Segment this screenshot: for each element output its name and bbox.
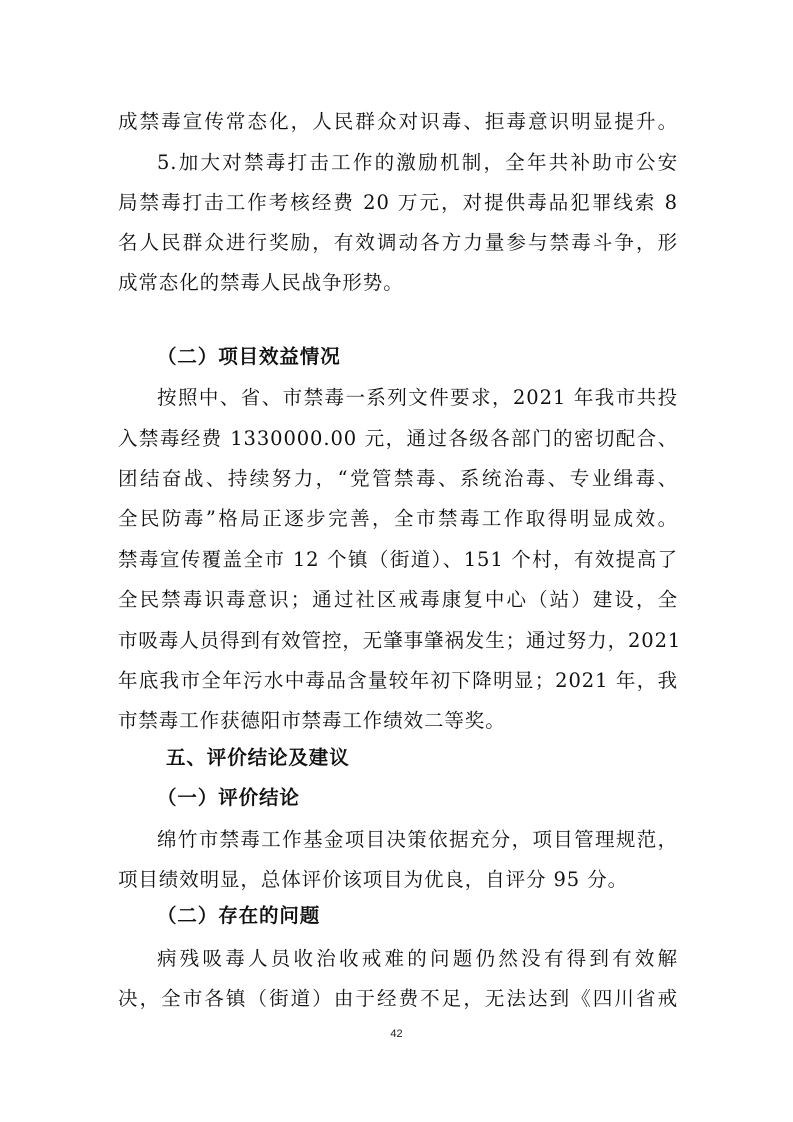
page-number: 42 <box>390 1028 403 1040</box>
chapter-heading: 五、评价结论及建议 <box>166 746 350 769</box>
paragraph-line: 绵竹市禁毒工作基金项目决策依据充分，项目管理规范， <box>157 828 678 851</box>
paragraph-line: 决，全市各镇（街道）由于经费不足，无法达到《四川省戒 <box>118 987 678 1010</box>
section-heading: （一）评价结论 <box>157 786 300 809</box>
section-heading: （二）存在的问题 <box>157 904 321 927</box>
paragraph-line: 成常态化的禁毒人民战争形势。 <box>118 271 404 294</box>
paragraph-line: 全民禁毒识毒意识；通过社区戒毒康复中心（站）建设，全 <box>118 588 678 611</box>
paragraph-line: 市禁毒工作获德阳市禁毒工作绩效二等奖。 <box>118 709 506 732</box>
paragraph-line: 入禁毒经费 1330000.00 元，通过各级各部门的密切配合、 <box>118 427 678 450</box>
paragraph-line: 名人民群众进行奖励，有效调动各方力量参与禁毒斗争，形 <box>118 231 678 254</box>
paragraph-line: 团结奋战、持续努力，“党管禁毒、系统治毒、专业缉毒、 <box>118 467 678 490</box>
paragraph-line: 市吸毒人员得到有效管控，无肇事肇祸发生；通过努力，2021 <box>118 629 682 652</box>
paragraph-line: 病残吸毒人员收治收戒难的问题仍然没有得到有效解 <box>157 947 678 970</box>
paragraph-line: 项目绩效明显，总体评价该项目为优良，自评分 95 分。 <box>118 868 629 891</box>
paragraph-line: 5.加大对禁毒打击工作的激励机制，全年共补助市公安 <box>157 151 678 174</box>
paragraph-line: 禁毒宣传覆盖全市 12 个镇（街道）、151 个村，有效提高了 <box>118 548 678 571</box>
paragraph-line: 成禁毒宣传常态化，人民群众对识毒、拒毒意识明显提升。 <box>118 110 678 133</box>
paragraph-line: 年底我市全年污水中毒品含量较年初下降明显；2021 年，我 <box>118 669 678 692</box>
paragraph-line: 按照中、省、市禁毒一系列文件要求，2021 年我市共投 <box>157 386 678 409</box>
section-heading: （二）项目效益情况 <box>157 345 341 368</box>
paragraph-line: 全民防毒”格局正逐步完善，全市禁毒工作取得明显成效。 <box>118 507 678 530</box>
paragraph-line: 局禁毒打击工作考核经费 20 万元，对提供毒品犯罪线索 8 <box>118 191 678 214</box>
